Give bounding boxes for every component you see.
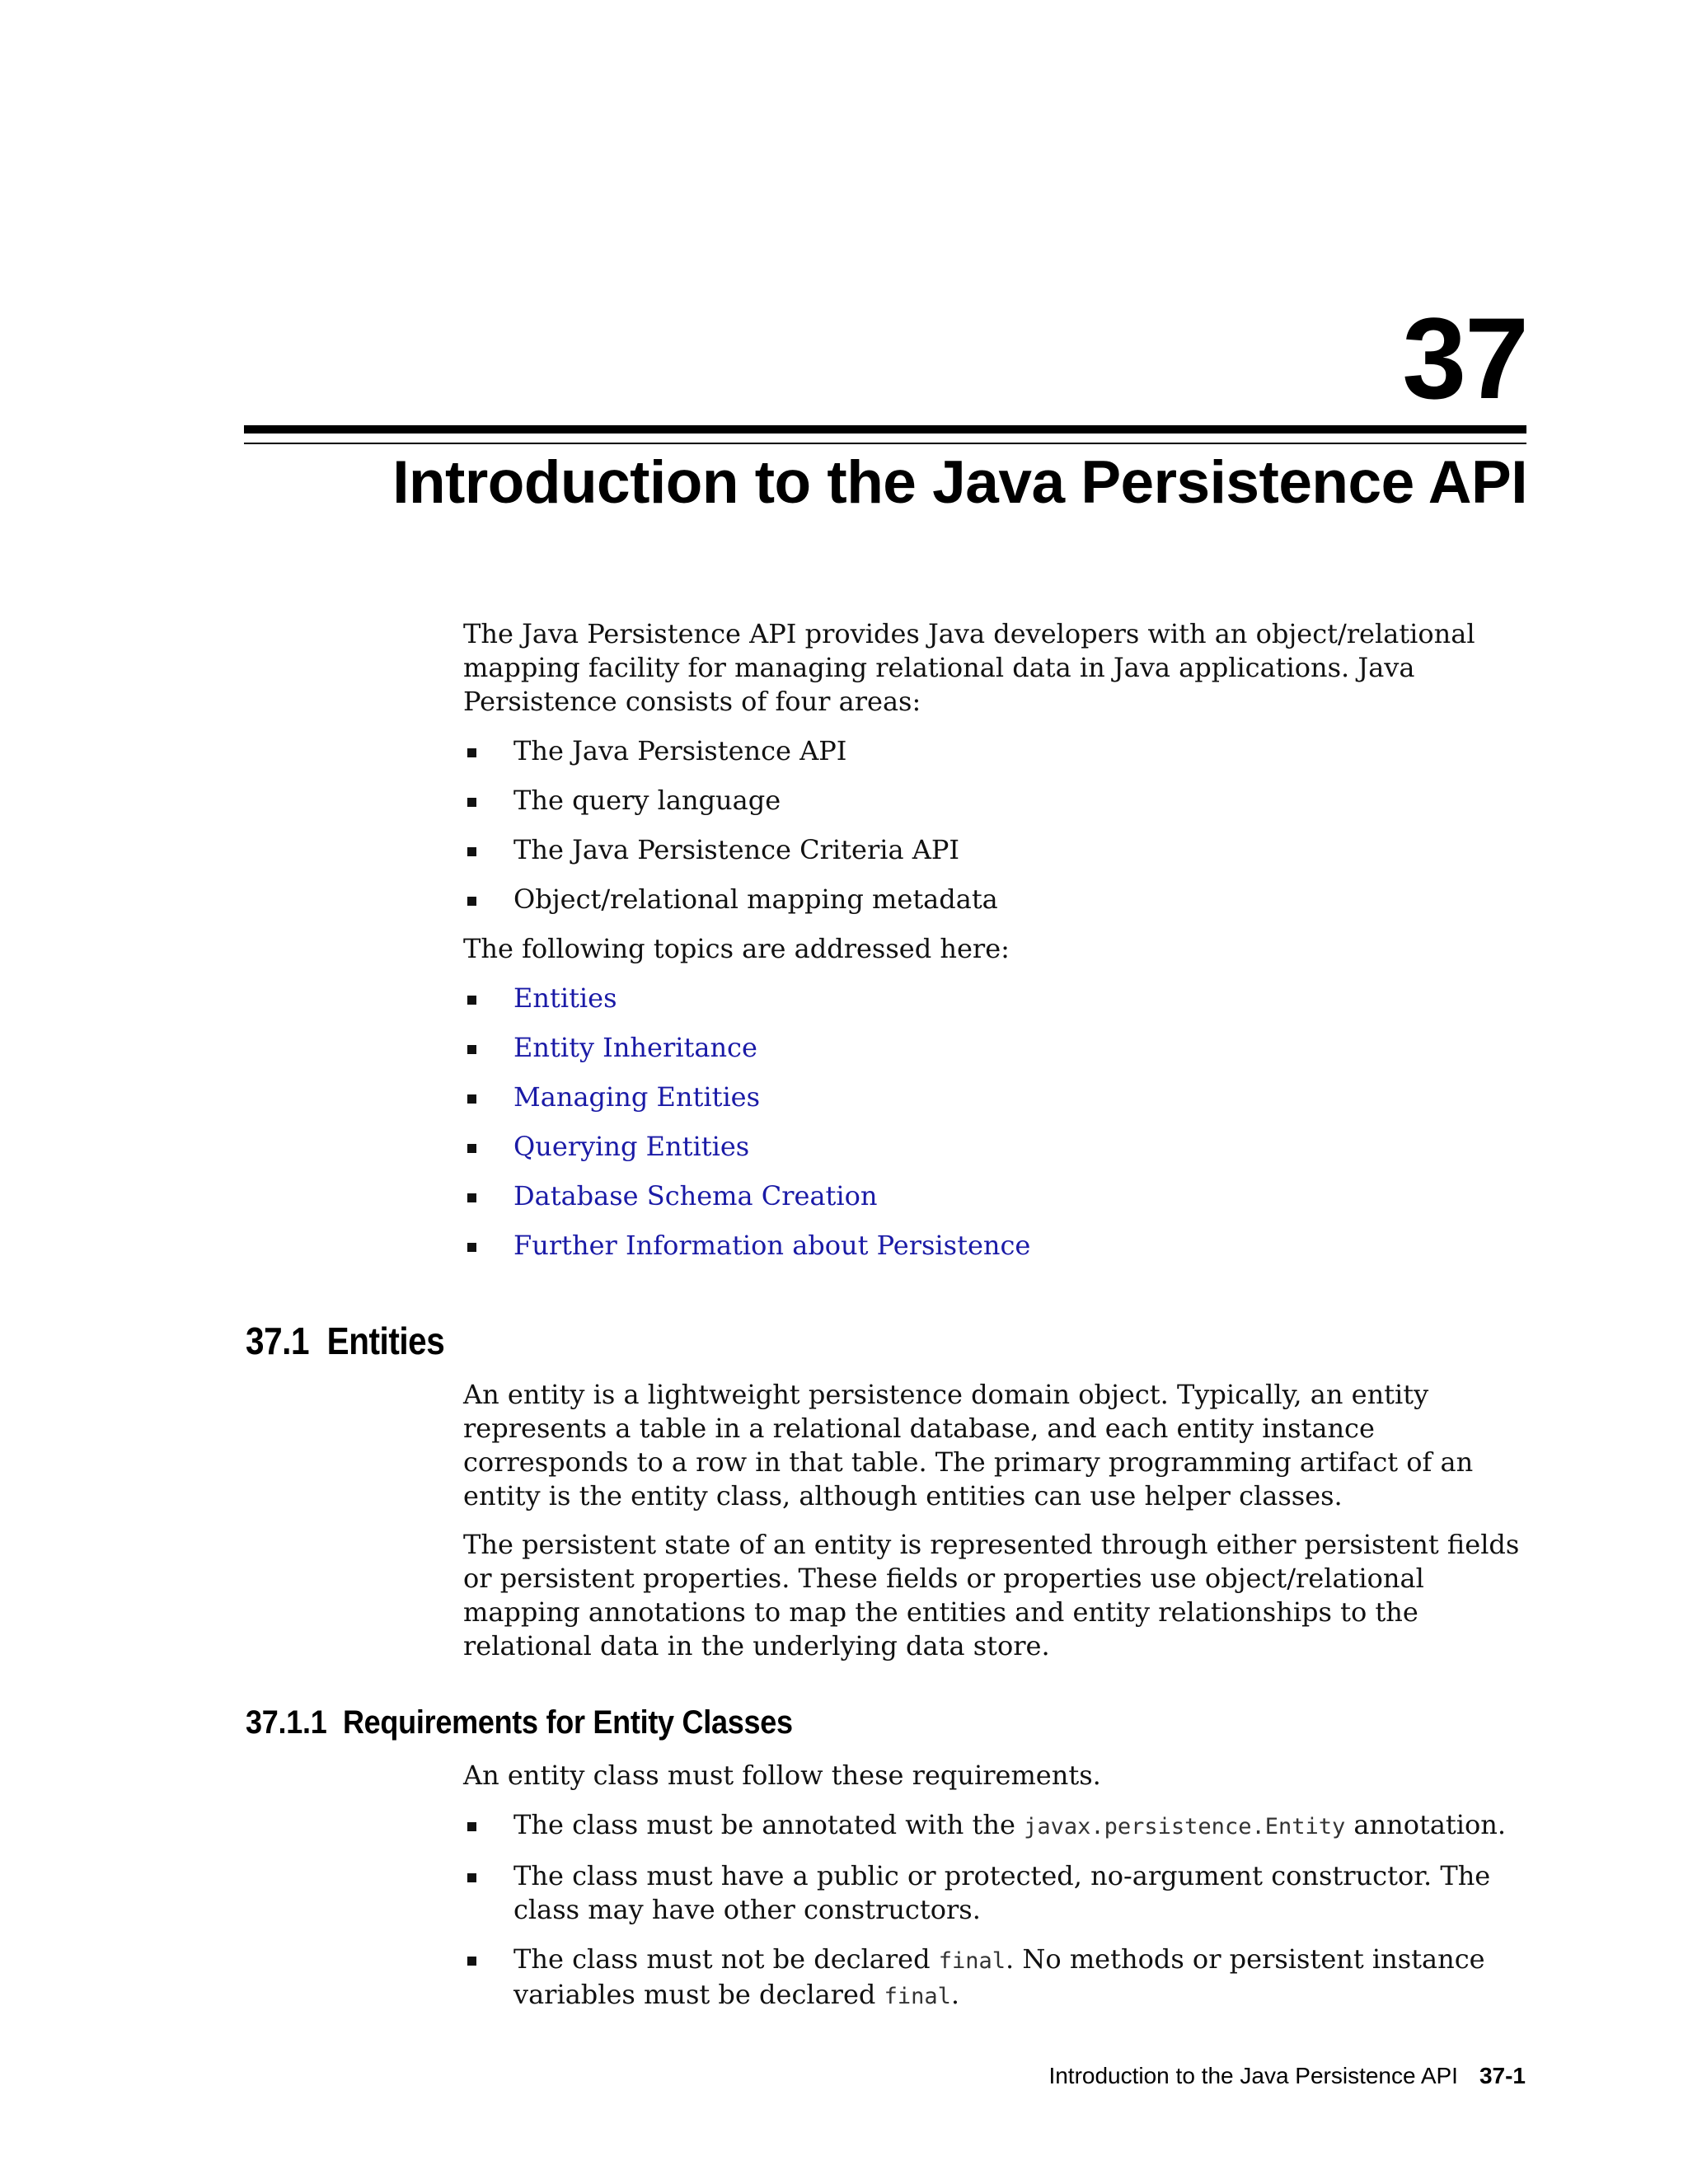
bullet-icon bbox=[467, 1045, 476, 1054]
topic-link-item[interactable] bbox=[463, 1130, 1526, 1164]
section-paragraph: The persistent state of an entity is represented through either persistent fields or persistent properties. These fields or properties use object/relational mapping annotations to map the entities and entity relationships to the relational data in the underlying data store. bbox=[463, 1529, 1520, 1661]
topic-link-querying-entities[interactable]: Querying Entities bbox=[513, 1131, 750, 1162]
section-number: 37.1.1 bbox=[246, 1704, 327, 1741]
page-footer bbox=[1048, 2063, 1526, 2089]
bullet-icon bbox=[467, 1957, 476, 1966]
list-item: The query language bbox=[463, 784, 1526, 818]
topic-link-item[interactable] bbox=[463, 1179, 1526, 1213]
areas-list bbox=[463, 734, 1526, 916]
topics-lead: The following topics are addressed here: bbox=[463, 933, 1010, 964]
page-number: 37-1 bbox=[1479, 2063, 1526, 2088]
topics-list bbox=[463, 982, 1526, 1263]
bullet-icon bbox=[467, 847, 476, 856]
topic-link-further-information[interactable]: Further Information about Persistence bbox=[513, 1230, 1031, 1261]
bullet-icon bbox=[467, 897, 476, 906]
intro-paragraph: The Java Persistence API provides Java developers with an object/relational mapping facility for managing relational data in Java applications. Java Persistence consists of four areas: bbox=[463, 618, 1475, 717]
chapter-rule-thin bbox=[244, 443, 1526, 444]
code-entity-annotation: javax.persistence.Entity bbox=[1024, 1814, 1346, 1840]
topic-link-item[interactable] bbox=[463, 1229, 1526, 1263]
bullet-icon bbox=[467, 1193, 476, 1202]
bullet-icon bbox=[467, 748, 476, 757]
topic-link-entity-inheritance[interactable]: Entity Inheritance bbox=[513, 1032, 757, 1063]
bullet-icon bbox=[467, 1243, 476, 1252]
chapter-number: 37 bbox=[1402, 293, 1527, 423]
topic-link-managing-entities[interactable]: Managing Entities bbox=[513, 1081, 761, 1113]
list-item: The Java Persistence API bbox=[463, 734, 1526, 768]
section-title: Entities bbox=[326, 1319, 445, 1362]
bullet-icon bbox=[467, 798, 476, 807]
topic-link-item[interactable] bbox=[463, 1031, 1526, 1065]
section-37-1-body bbox=[463, 1378, 1526, 1663]
bullet-icon bbox=[467, 996, 476, 1005]
list-item: The class must have a public or protected, no-argument constructor. The class may have other constructors. bbox=[463, 1859, 1526, 1927]
code-final: final bbox=[938, 1948, 1006, 1974]
chapter-title: Introduction to the Java Persistence API bbox=[392, 449, 1527, 516]
list-item: The Java Persistence Criteria API bbox=[463, 833, 1526, 867]
topic-link-item[interactable] bbox=[463, 982, 1526, 1015]
section-paragraph: An entity is a lightweight persistence domain object. Typically, an entity represents a table in a relational database, and each entity instance corresponds to a row in that table. The primary programming artifact of an entity is the entity class, although entities can use helper classes. bbox=[463, 1379, 1474, 1511]
list-item: The class must not be declared final. No methods or persistent instance variables must be declared final. bbox=[463, 1943, 1526, 2013]
section-37-1-1-body bbox=[463, 1759, 1526, 2013]
list-item: The class must be annotated with the javax.persistence.Entity annotation. bbox=[463, 1808, 1526, 1844]
bullet-icon bbox=[467, 1873, 476, 1882]
section-number: 37.1 bbox=[246, 1319, 310, 1362]
section-heading-37-1-1 bbox=[246, 1704, 793, 1741]
topic-link-database-schema-creation[interactable]: Database Schema Creation bbox=[513, 1180, 878, 1212]
requirements-lead: An entity class must follow these requirements. bbox=[463, 1760, 1101, 1791]
list-item: Object/relational mapping metadata bbox=[463, 883, 1526, 916]
chapter-rule-thick bbox=[244, 425, 1526, 434]
bullet-icon bbox=[467, 1144, 476, 1153]
topic-link-entities[interactable]: Entities bbox=[513, 982, 617, 1014]
code-final: final bbox=[884, 1984, 951, 2009]
bullet-icon bbox=[467, 1822, 476, 1831]
bullet-icon bbox=[467, 1094, 476, 1104]
intro-section bbox=[463, 617, 1526, 1263]
footer-title: Introduction to the Java Persistence API bbox=[1048, 2063, 1458, 2088]
requirements-list bbox=[463, 1808, 1526, 2013]
topic-link-item[interactable] bbox=[463, 1080, 1526, 1114]
section-title: Requirements for Entity Classes bbox=[342, 1704, 793, 1741]
section-heading-37-1 bbox=[246, 1319, 444, 1363]
